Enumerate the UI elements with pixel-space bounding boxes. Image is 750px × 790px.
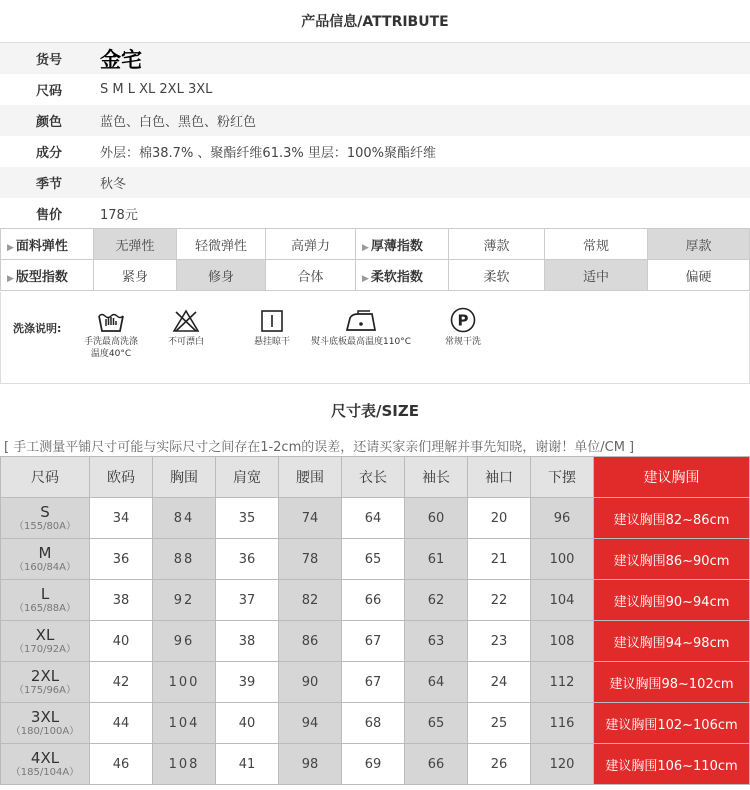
attribute-label: 成分 [36, 146, 63, 161]
arrow-icon: ▶ [362, 242, 369, 253]
cell-length: 69 [342, 744, 405, 785]
thickness-option: 常规 [545, 229, 648, 260]
attribute-label: 尺码 [36, 84, 63, 99]
cell-hem: 112 [531, 662, 594, 703]
cell-rec: 建议胸围106~110cm [594, 744, 750, 785]
wash-instructions [0, 292, 750, 384]
attribute-label: 季节 [36, 177, 63, 192]
size-name: 2XL [30, 666, 60, 685]
size-name: XL [35, 625, 55, 644]
size-notice: [ 手工测量平铺尺寸可能与实际尺寸之间存在1-2cm的误差，还请买家亲们理解并事先知晓，谢谢！单位/CM ] [4, 440, 635, 455]
hang-dry-icon [260, 308, 284, 334]
cell-shoulder: 38 [216, 621, 279, 662]
table-row [1, 662, 750, 703]
cell-rec: 建议胸围102~106cm [594, 703, 750, 744]
cell-eu: 36 [90, 539, 153, 580]
no-bleach-icon [171, 308, 201, 334]
size-cell [1, 744, 90, 785]
cell-waist: 86 [279, 621, 342, 662]
arrow-icon: ▶ [7, 273, 14, 284]
col-header-hem: 下摆 [531, 457, 594, 498]
cell-shoulder: 35 [216, 498, 279, 539]
cell-chest: 96 [153, 621, 216, 662]
cell-cuff: 22 [468, 580, 531, 621]
index-row [1, 260, 750, 291]
cell-shoulder: 41 [216, 744, 279, 785]
attribute-row-season [0, 167, 750, 198]
cell-length: 67 [342, 621, 405, 662]
wash-label: 洗涤说明: [13, 322, 62, 335]
attribute-title: 产品信息/ATTRIBUTE [301, 14, 449, 30]
cell-eu: 46 [90, 744, 153, 785]
cell-eu: 38 [90, 580, 153, 621]
attribute-row-item-no [0, 43, 750, 74]
index-label-fit: ▶ 版型指数 [1, 260, 94, 291]
cell-sleeve: 61 [405, 539, 468, 580]
cell-cuff: 24 [468, 662, 531, 703]
table-row [1, 580, 750, 621]
size-standard: （155/80A） [13, 520, 77, 532]
thickness-option: 厚款 [648, 229, 750, 260]
size-standard: （165/88A） [13, 602, 77, 614]
arrow-icon: ▶ [362, 273, 369, 284]
wash-item-hang-dry: 悬挂晾干 [237, 308, 307, 348]
svg-text:P: P [457, 311, 469, 330]
size-cell [1, 621, 90, 662]
table-row [1, 621, 750, 662]
col-header-length: 衣长 [342, 457, 405, 498]
wash-item-hand-wash: 手洗最高洗涤 温度40°C [63, 308, 159, 360]
attribute-value: 178元 [100, 208, 138, 223]
cell-chest: 84 [153, 498, 216, 539]
cell-sleeve: 62 [405, 580, 468, 621]
size-name: L [40, 584, 50, 603]
cell-chest: 108 [153, 744, 216, 785]
index-label-softness: ▶ 柔软指数 [356, 260, 449, 291]
wash-item-iron: 熨斗底板最高温度110°C [301, 308, 421, 348]
cell-length: 65 [342, 539, 405, 580]
index-row [1, 229, 750, 260]
size-name: M [38, 543, 52, 562]
attribute-label: 颜色 [36, 115, 63, 130]
cell-chest: 88 [153, 539, 216, 580]
cell-cuff: 20 [468, 498, 531, 539]
col-header-chest: 胸围 [153, 457, 216, 498]
size-cell [1, 498, 90, 539]
cell-cuff: 21 [468, 539, 531, 580]
cell-eu: 34 [90, 498, 153, 539]
elasticity-option: 轻微弹性 [177, 229, 266, 260]
table-row [1, 498, 750, 539]
attribute-row-material [0, 136, 750, 167]
attribute-value: 外层：棉38.7% 、聚酯纤维61.3% 里层：100%聚酯纤维 [100, 146, 437, 161]
col-header-eu: 欧码 [90, 457, 153, 498]
col-header-shoulder: 肩宽 [216, 457, 279, 498]
attribute-row-price [0, 198, 750, 229]
cell-rec: 建议胸围82~86cm [594, 498, 750, 539]
cell-hem: 116 [531, 703, 594, 744]
cell-rec: 建议胸围94~98cm [594, 621, 750, 662]
cell-hem: 96 [531, 498, 594, 539]
table-row [1, 744, 750, 785]
dry-clean-icon [449, 306, 477, 334]
size-name: 4XL [30, 748, 60, 767]
cell-hem: 104 [531, 580, 594, 621]
size-name: 3XL [30, 707, 60, 726]
attribute-label: 售价 [36, 208, 63, 223]
size-standard: （185/104A） [10, 766, 80, 778]
cell-eu: 40 [90, 621, 153, 662]
size-table [0, 456, 750, 785]
attribute-value: S M L XL 2XL 3XL [100, 82, 213, 97]
iron-icon [344, 308, 378, 334]
cell-shoulder: 37 [216, 580, 279, 621]
size-cell [1, 580, 90, 621]
cell-shoulder: 36 [216, 539, 279, 580]
cell-waist: 82 [279, 580, 342, 621]
cell-eu: 44 [90, 703, 153, 744]
size-cell [1, 539, 90, 580]
attribute-row-color [0, 105, 750, 136]
cell-rec: 建议胸围90~94cm [594, 580, 750, 621]
fit-option: 修身 [177, 260, 266, 291]
attribute-value: 蓝色、白色、黑色、粉红色 [100, 115, 257, 130]
cell-chest: 100 [153, 662, 216, 703]
size-cell [1, 662, 90, 703]
cell-sleeve: 63 [405, 621, 468, 662]
cell-eu: 42 [90, 662, 153, 703]
cell-waist: 78 [279, 539, 342, 580]
cell-hem: 100 [531, 539, 594, 580]
cell-sleeve: 66 [405, 744, 468, 785]
table-row [1, 539, 750, 580]
wash-item-no-bleach: 不可漂白 [151, 308, 221, 348]
fit-option: 合体 [266, 260, 356, 291]
thickness-option: 薄款 [449, 229, 545, 260]
size-standard: （170/92A） [13, 643, 77, 655]
size-standard: （160/84A） [13, 561, 77, 573]
cell-shoulder: 40 [216, 703, 279, 744]
cell-chest: 92 [153, 580, 216, 621]
size-standard: （180/100A） [10, 725, 80, 737]
cell-sleeve: 64 [405, 662, 468, 703]
fabric-index-table [0, 228, 750, 291]
col-header-sleeve: 袖长 [405, 457, 468, 498]
cell-waist: 74 [279, 498, 342, 539]
cell-waist: 98 [279, 744, 342, 785]
elasticity-option: 无弹性 [94, 229, 177, 260]
col-header-cuff: 袖口 [468, 457, 531, 498]
col-header-size: 尺码 [1, 457, 90, 498]
cell-cuff: 23 [468, 621, 531, 662]
cell-waist: 90 [279, 662, 342, 703]
hand-wash-icon [97, 308, 125, 334]
col-header-recommended-chest: 建议胸围 [594, 457, 750, 498]
cell-shoulder: 39 [216, 662, 279, 703]
size-standard: （175/96A） [13, 684, 77, 696]
cell-cuff: 25 [468, 703, 531, 744]
cell-hem: 120 [531, 744, 594, 785]
attribute-label: 货号 [36, 53, 63, 68]
attribute-row-size [0, 74, 750, 105]
size-table-body [1, 498, 750, 785]
arrow-icon: ▶ [7, 242, 14, 253]
cell-sleeve: 65 [405, 703, 468, 744]
attribute-list [0, 42, 750, 228]
cell-sleeve: 60 [405, 498, 468, 539]
cell-hem: 108 [531, 621, 594, 662]
attribute-value: 秋冬 [100, 177, 127, 192]
cell-chest: 104 [153, 703, 216, 744]
cell-length: 64 [342, 498, 405, 539]
size-cell [1, 703, 90, 744]
cell-rec: 建议胸围98~102cm [594, 662, 750, 703]
col-header-waist: 腰围 [279, 457, 342, 498]
fit-option: 紧身 [94, 260, 177, 291]
cell-rec: 建议胸围86~90cm [594, 539, 750, 580]
index-label-thickness: ▶ 厚薄指数 [356, 229, 449, 260]
cell-length: 67 [342, 662, 405, 703]
elasticity-option: 高弹力 [266, 229, 356, 260]
attribute-value: 金宅 [100, 47, 142, 72]
softness-option: 柔软 [449, 260, 545, 291]
size-name: S [40, 502, 50, 521]
cell-length: 66 [342, 580, 405, 621]
cell-waist: 94 [279, 703, 342, 744]
softness-option: 偏硬 [648, 260, 750, 291]
cell-length: 68 [342, 703, 405, 744]
size-table-header [1, 457, 750, 498]
index-label-elasticity: ▶ 面料弹性 [1, 229, 94, 260]
softness-option: 适中 [545, 260, 648, 291]
cell-cuff: 26 [468, 744, 531, 785]
wash-item-dry-clean: P 常规干洗 [431, 306, 495, 348]
table-row [1, 703, 750, 744]
size-title: 尺寸表/SIZE [331, 402, 419, 420]
